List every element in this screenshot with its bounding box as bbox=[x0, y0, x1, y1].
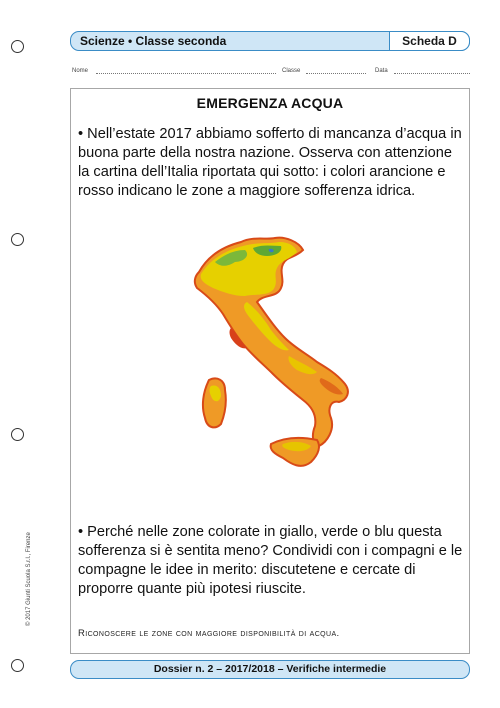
class-field[interactable] bbox=[306, 68, 366, 76]
binder-hole-4 bbox=[11, 659, 24, 672]
name-field[interactable] bbox=[96, 68, 276, 76]
copyright-note: © 2017 Giunti Scuola S.r.l., Firenze bbox=[26, 532, 32, 626]
binder-hole-1 bbox=[11, 40, 24, 53]
header-title: Scienze • Classe seconda bbox=[80, 34, 227, 48]
name-label: Nome bbox=[72, 68, 89, 74]
date-label: Data bbox=[375, 68, 388, 74]
binder-hole-3 bbox=[11, 428, 24, 441]
italy-drought-map bbox=[171, 232, 371, 482]
binder-hole-2 bbox=[11, 233, 24, 246]
class-label: Classe bbox=[282, 68, 301, 74]
instruction-paragraph-2: • Perché nelle zone colorate in giallo, verde o blu questa sofferenza si è sentita meno? Condividi con i compagni e le compagne le idee in merito: discutetene e cercate di proporre quante più ipotesi riuscite. bbox=[78, 524, 463, 597]
learning-objective: Riconoscere le zone con maggiore disponibilità di acqua. bbox=[78, 628, 340, 639]
instruction-paragraph-1: • Nell’estate 2017 abbiamo sofferto di mancanza d’acqua in buona parte della nostra nazione. Osserva con attenzione la cartina dell’Italia riportata qui sotto: i colori arancione e rosso indicano le zone a maggiore sofferenza idrica. bbox=[78, 126, 462, 199]
sheet-code: Scheda D bbox=[389, 31, 470, 51]
date-field[interactable] bbox=[394, 68, 470, 76]
page-title: EMERGENZA ACQUA bbox=[196, 95, 344, 111]
footer-band: Dossier n. 2 – 2017/2018 – Verifiche intermedie bbox=[70, 660, 470, 679]
